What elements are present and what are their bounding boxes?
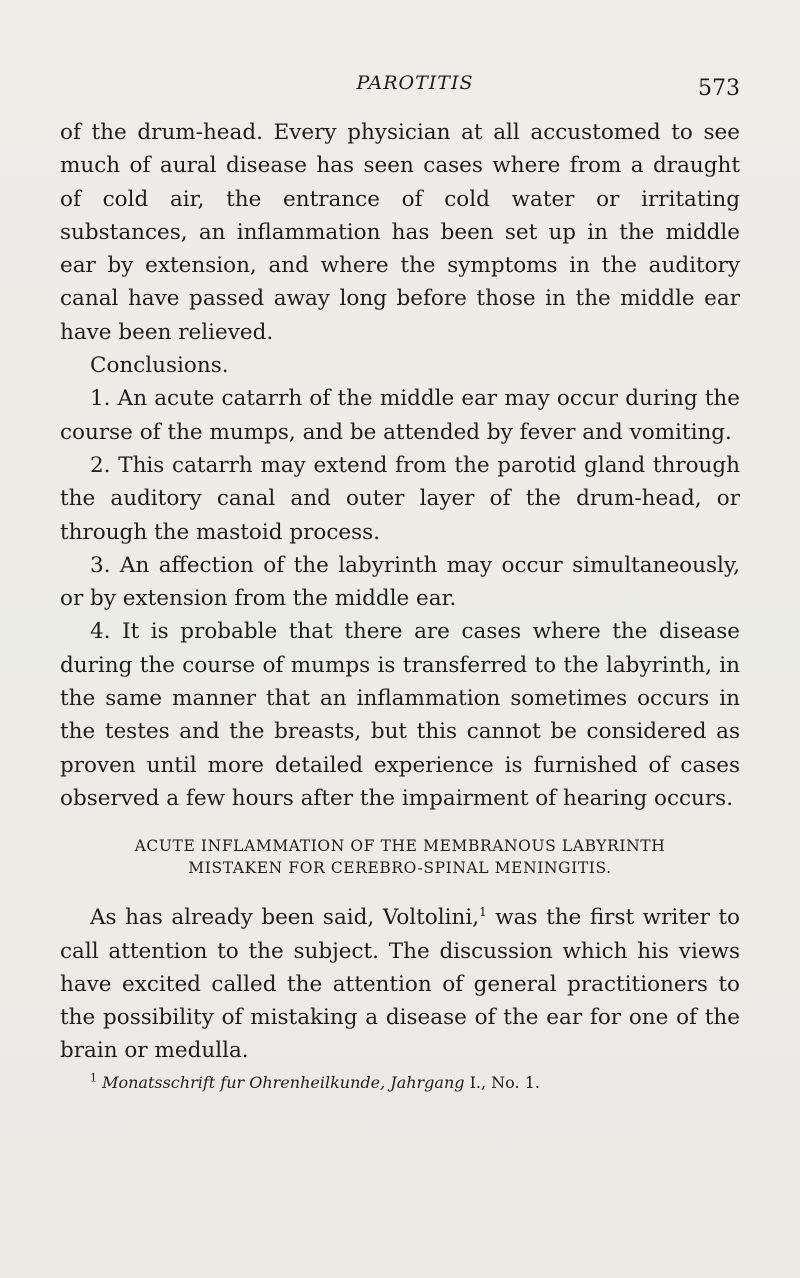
section-heading-line-1: ACUTE INFLAMMATION OF THE MEMBRANOUS LABYRINTH (134, 837, 666, 856)
paragraph-continuation: of the drum-head. Every physician at all accustomed to see much of aural disease has seen cases where from a draught of cold air, the entrance of cold water or irritating substances, an inflammation has been set up in the middle ear by extension, and where the symptoms in the auditory canal have passed away long before those in the middle ear have been relieved. (60, 120, 740, 345)
page-header (60, 72, 740, 102)
conclusion-4: 4. It is probable that there are cases where the disease during the course of mumps is transferred to the labyrinth, in the same manner that an inflammation sometimes occurs in the testes and the breasts, but this cannot be considered as proven until more detailed experience is furnished of cases observed a few hours after the impairment of hearing occurs. (60, 619, 740, 811)
paragraph-voltolini-part-2: was the first writer to call attention to the subject. The discussion which his views have excited called the attention of general practitioners to the possibility of mistaking a disease of the ear for one of the brain or medulla. (60, 905, 740, 1064)
paragraph-conclusions-label: Conclusions. (90, 353, 229, 379)
footnote-details: I., No. 1. (464, 1072, 540, 1092)
footnote-journal: Monatsschrift fur Ohrenheilkunde, Jahrgang (102, 1072, 465, 1092)
footnote-reference[interactable]: 1 (479, 905, 487, 920)
body-text (60, 116, 740, 1094)
conclusion-1: 1. An acute catarrh of the middle ear may occur during the course of the mumps, and be attended by fever and vomiting. (60, 386, 740, 445)
footnote-mark: 1 (90, 1071, 97, 1085)
paragraph-voltolini (60, 901, 740, 1067)
conclusion-3: 3. An affection of the labyrinth may occur simultaneously, or by extension from the middle ear. (60, 552, 740, 612)
section-heading (60, 835, 740, 879)
footnote (60, 1072, 740, 1094)
page-number: 573 (698, 76, 740, 101)
paragraph-voltolini-part-1: As has already been said, Voltolini, (90, 905, 480, 931)
section-heading-line-2: MISTAKEN FOR CEREBRO-SPINAL MENINGITIS. (188, 859, 612, 878)
conclusion-2: 2. This catarrh may extend from the parotid gland through the auditory canal and outer layer of the drum-head, or through the mastoid process. (60, 452, 740, 545)
running-head: PAROTITIS (356, 72, 474, 94)
